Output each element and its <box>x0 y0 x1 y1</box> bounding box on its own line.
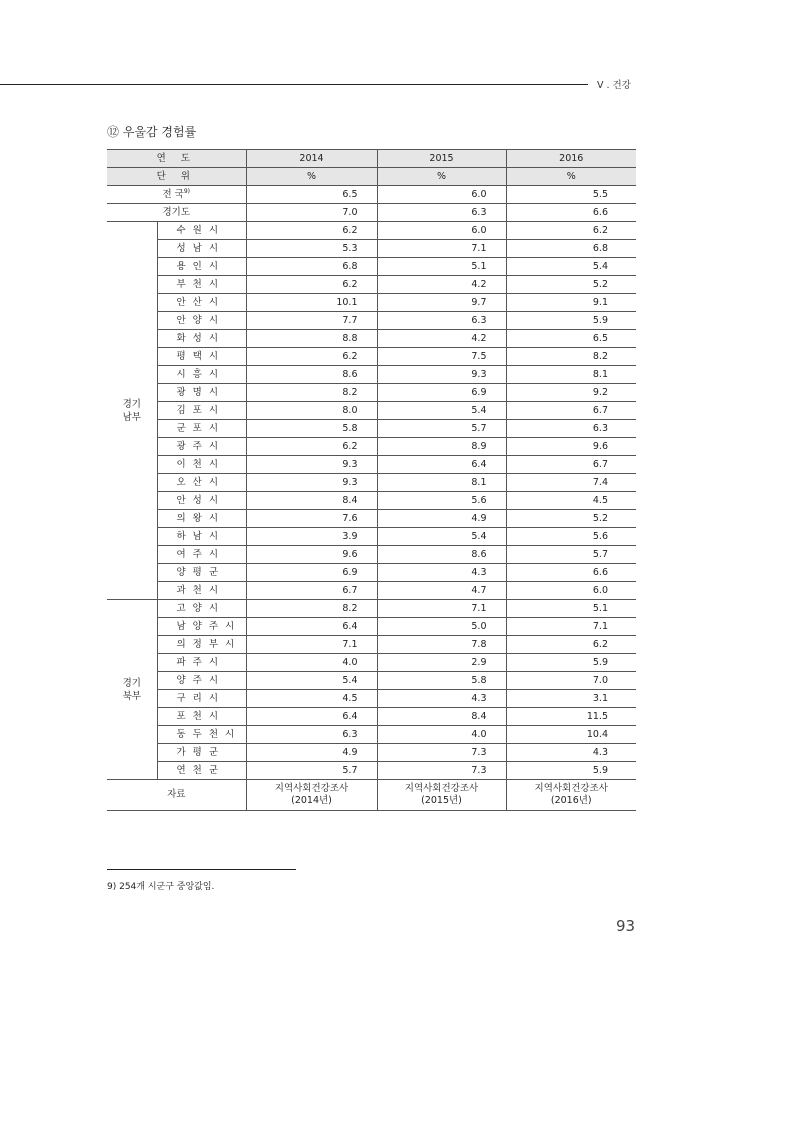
table-row <box>107 366 636 384</box>
value-cell: 6.5 <box>246 186 377 204</box>
footnote-rule <box>107 869 296 870</box>
value-cell: 6.2 <box>246 276 377 294</box>
value-cell: 7.1 <box>246 636 377 654</box>
city-name: 의왕시 <box>157 510 246 528</box>
table-row <box>107 636 636 654</box>
value-cell: 9.2 <box>506 384 636 402</box>
table-row <box>107 762 636 780</box>
value-cell: 5.6 <box>506 528 636 546</box>
unit-header-row <box>107 168 636 186</box>
unit-2014: % <box>246 168 377 186</box>
value-cell: 6.2 <box>246 348 377 366</box>
page-number: 93 <box>616 917 636 935</box>
city-name: 김포시 <box>157 402 246 420</box>
value-cell: 5.2 <box>506 276 636 294</box>
city-name: 용인시 <box>157 258 246 276</box>
value-cell: 8.2 <box>246 384 377 402</box>
value-cell: 8.1 <box>506 366 636 384</box>
city-name: 이천시 <box>157 456 246 474</box>
table-row <box>107 690 636 708</box>
table-row <box>107 564 636 582</box>
chapter-header: V . 건강 <box>597 80 631 91</box>
value-cell: 6.7 <box>506 456 636 474</box>
table-row <box>107 600 636 618</box>
value-cell: 6.2 <box>246 222 377 240</box>
value-cell: 5.1 <box>377 258 506 276</box>
value-cell: 7.1 <box>377 240 506 258</box>
table-row <box>107 438 636 456</box>
city-name: 의정부시 <box>157 636 246 654</box>
table-row <box>107 546 636 564</box>
value-cell: 8.1 <box>377 474 506 492</box>
value-cell: 7.3 <box>377 762 506 780</box>
value-cell: 4.5 <box>246 690 377 708</box>
city-name: 군포시 <box>157 420 246 438</box>
value-cell: 6.3 <box>377 312 506 330</box>
value-cell: 9.6 <box>506 438 636 456</box>
value-cell: 8.6 <box>246 366 377 384</box>
city-name: 여주시 <box>157 546 246 564</box>
city-name: 화성시 <box>157 330 246 348</box>
city-name: 구리시 <box>157 690 246 708</box>
value-cell: 6.8 <box>506 240 636 258</box>
city-name: 광주시 <box>157 438 246 456</box>
value-cell: 5.9 <box>506 654 636 672</box>
value-cell: 9.3 <box>377 366 506 384</box>
value-cell: 8.0 <box>246 402 377 420</box>
table-row <box>107 492 636 510</box>
value-cell: 5.3 <box>246 240 377 258</box>
value-cell: 6.4 <box>246 618 377 636</box>
value-cell: 6.9 <box>377 384 506 402</box>
city-name: 과천시 <box>157 582 246 600</box>
value-cell: 9.6 <box>246 546 377 564</box>
value-cell: 6.2 <box>506 222 636 240</box>
value-cell: 4.2 <box>377 276 506 294</box>
value-cell: 7.8 <box>377 636 506 654</box>
value-cell: 7.3 <box>377 744 506 762</box>
table-row <box>107 654 636 672</box>
table-row <box>107 582 636 600</box>
value-cell: 6.0 <box>506 582 636 600</box>
value-cell: 6.9 <box>246 564 377 582</box>
year-2016: 2016 <box>506 150 636 168</box>
value-cell: 4.3 <box>506 744 636 762</box>
value-cell: 7.0 <box>246 204 377 222</box>
value-cell: 7.6 <box>246 510 377 528</box>
table-row <box>107 312 636 330</box>
value-cell: 6.5 <box>506 330 636 348</box>
year-label: 연 도 <box>107 150 246 168</box>
value-cell: 7.5 <box>377 348 506 366</box>
gyeonggi-row <box>107 204 636 222</box>
city-name: 안산시 <box>157 294 246 312</box>
value-cell: 6.6 <box>506 204 636 222</box>
city-name: 성남시 <box>157 240 246 258</box>
value-cell: 8.2 <box>506 348 636 366</box>
value-cell: 5.4 <box>506 258 636 276</box>
table-row <box>107 222 636 240</box>
city-name: 수원시 <box>157 222 246 240</box>
source-cell: 지역사회건강조사 (2016년) <box>506 780 636 811</box>
table-row <box>107 744 636 762</box>
value-cell: 5.7 <box>377 420 506 438</box>
city-name: 고양시 <box>157 600 246 618</box>
gyeonggi-label: 경기도 <box>107 204 246 222</box>
value-cell: 4.9 <box>246 744 377 762</box>
value-cell: 6.7 <box>506 402 636 420</box>
city-name: 남양주시 <box>157 618 246 636</box>
source-cell: 지역사회건강조사 (2014년) <box>246 780 377 811</box>
value-cell: 8.2 <box>246 600 377 618</box>
value-cell: 6.0 <box>377 186 506 204</box>
national-row <box>107 186 636 204</box>
city-name: 가평군 <box>157 744 246 762</box>
table-row <box>107 240 636 258</box>
city-name: 동두천시 <box>157 726 246 744</box>
value-cell: 6.2 <box>506 636 636 654</box>
value-cell: 4.5 <box>506 492 636 510</box>
value-cell: 9.3 <box>246 474 377 492</box>
section-title: ⑫ 우울감 경험률 <box>107 125 197 139</box>
value-cell: 5.8 <box>377 672 506 690</box>
national-label: 전 국 <box>162 189 184 200</box>
year-2014: 2014 <box>246 150 377 168</box>
value-cell: 6.6 <box>506 564 636 582</box>
region-group-label: 경기 남부 <box>107 222 157 600</box>
value-cell: 6.4 <box>246 708 377 726</box>
value-cell: 5.5 <box>506 186 636 204</box>
value-cell: 6.3 <box>246 726 377 744</box>
unit-2015: % <box>377 168 506 186</box>
value-cell: 2.9 <box>377 654 506 672</box>
table-row <box>107 276 636 294</box>
footnote-ref: 9) <box>183 187 191 195</box>
city-name: 연천군 <box>157 762 246 780</box>
value-cell: 3.1 <box>506 690 636 708</box>
value-cell: 9.7 <box>377 294 506 312</box>
value-cell: 5.7 <box>246 762 377 780</box>
value-cell: 4.3 <box>377 690 506 708</box>
city-name: 안양시 <box>157 312 246 330</box>
source-row <box>107 780 636 811</box>
value-cell: 8.4 <box>377 708 506 726</box>
value-cell: 6.4 <box>377 456 506 474</box>
unit-label: 단 위 <box>107 168 246 186</box>
table-row <box>107 384 636 402</box>
table-row <box>107 258 636 276</box>
value-cell: 9.3 <box>246 456 377 474</box>
value-cell: 5.9 <box>506 762 636 780</box>
value-cell: 6.7 <box>246 582 377 600</box>
value-cell: 5.9 <box>506 312 636 330</box>
depression-rate-table <box>107 149 636 811</box>
table-row <box>107 708 636 726</box>
value-cell: 9.1 <box>506 294 636 312</box>
city-name: 포천시 <box>157 708 246 726</box>
value-cell: 8.9 <box>377 438 506 456</box>
value-cell: 8.8 <box>246 330 377 348</box>
source-cell: 지역사회건강조사 (2015년) <box>377 780 506 811</box>
value-cell: 8.6 <box>377 546 506 564</box>
table-row <box>107 420 636 438</box>
value-cell: 7.7 <box>246 312 377 330</box>
value-cell: 5.6 <box>377 492 506 510</box>
city-name: 평택시 <box>157 348 246 366</box>
value-cell: 4.0 <box>246 654 377 672</box>
value-cell: 6.0 <box>377 222 506 240</box>
value-cell: 6.2 <box>246 438 377 456</box>
footnote: 9) 254개 시군구 중앙값임. <box>107 882 215 892</box>
national-label-cell <box>107 186 246 204</box>
value-cell: 5.4 <box>377 528 506 546</box>
value-cell: 5.2 <box>506 510 636 528</box>
value-cell: 5.4 <box>246 672 377 690</box>
value-cell: 11.5 <box>506 708 636 726</box>
city-name: 양주시 <box>157 672 246 690</box>
region-group-label: 경기 북부 <box>107 600 157 780</box>
table-row <box>107 618 636 636</box>
value-cell: 5.7 <box>506 546 636 564</box>
year-2015: 2015 <box>377 150 506 168</box>
value-cell: 5.1 <box>506 600 636 618</box>
value-cell: 4.3 <box>377 564 506 582</box>
value-cell: 5.4 <box>377 402 506 420</box>
table-row <box>107 330 636 348</box>
city-name: 시흥시 <box>157 366 246 384</box>
value-cell: 7.1 <box>377 600 506 618</box>
value-cell: 3.9 <box>246 528 377 546</box>
value-cell: 4.9 <box>377 510 506 528</box>
table-row <box>107 510 636 528</box>
source-label: 자료 <box>107 780 246 811</box>
value-cell: 6.8 <box>246 258 377 276</box>
value-cell: 10.4 <box>506 726 636 744</box>
table-row <box>107 402 636 420</box>
value-cell: 6.3 <box>377 204 506 222</box>
table-row <box>107 456 636 474</box>
table-row <box>107 528 636 546</box>
header-rule <box>0 84 588 85</box>
value-cell: 4.2 <box>377 330 506 348</box>
value-cell: 8.4 <box>246 492 377 510</box>
table-row <box>107 294 636 312</box>
table-row <box>107 726 636 744</box>
city-name: 양평군 <box>157 564 246 582</box>
value-cell: 5.0 <box>377 618 506 636</box>
value-cell: 10.1 <box>246 294 377 312</box>
table-row <box>107 474 636 492</box>
table-row <box>107 672 636 690</box>
value-cell: 4.7 <box>377 582 506 600</box>
city-name: 부천시 <box>157 276 246 294</box>
city-name: 안성시 <box>157 492 246 510</box>
value-cell: 7.1 <box>506 618 636 636</box>
city-name: 파주시 <box>157 654 246 672</box>
value-cell: 5.8 <box>246 420 377 438</box>
value-cell: 7.4 <box>506 474 636 492</box>
unit-2016: % <box>506 168 636 186</box>
table-row <box>107 348 636 366</box>
value-cell: 6.3 <box>506 420 636 438</box>
year-header-row <box>107 150 636 168</box>
city-name: 광명시 <box>157 384 246 402</box>
value-cell: 7.0 <box>506 672 636 690</box>
city-name: 오산시 <box>157 474 246 492</box>
city-name: 하남시 <box>157 528 246 546</box>
value-cell: 4.0 <box>377 726 506 744</box>
